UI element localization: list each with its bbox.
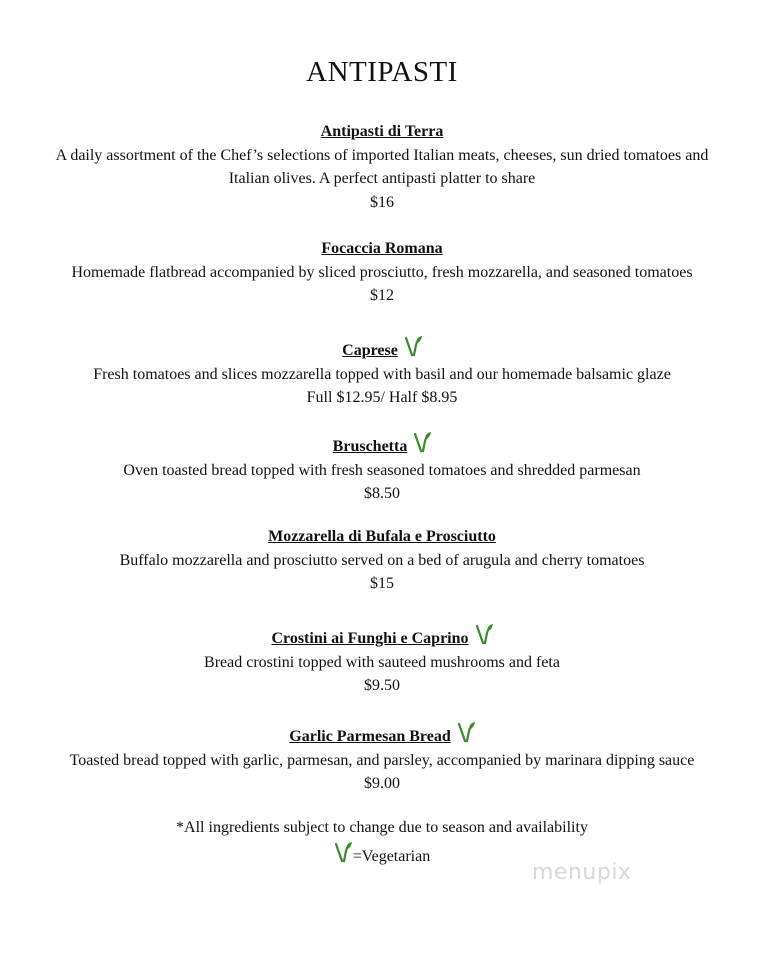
vegetarian-leaf-icon xyxy=(475,623,493,645)
menu-item xyxy=(0,335,764,410)
item-name-row xyxy=(0,237,764,261)
item-name-row xyxy=(0,525,764,549)
menu-item xyxy=(0,237,764,308)
item-description: Buffalo mozzarella and prosciutto served on a bed of arugula and cherry tomatoes xyxy=(119,551,645,569)
item-name: Mozzarella di Bufala e Prosciutto xyxy=(268,528,496,545)
item-description: Fresh tomatoes and slices mozzarella topped with basil and our homemade balsamic glaze xyxy=(93,365,671,383)
menupix-watermark: menupix xyxy=(532,860,632,885)
item-price: $9.00 xyxy=(364,775,400,792)
item-name: Caprese xyxy=(342,342,398,359)
vegetarian-leaf-icon xyxy=(404,335,422,357)
item-name: Garlic Parmesan Bread xyxy=(289,728,451,745)
item-name-row xyxy=(0,335,764,363)
vegetarian-leaf-icon xyxy=(457,721,475,743)
menu-item xyxy=(0,623,764,698)
vegetarian-leaf-icon xyxy=(413,431,431,453)
availability-note: *All ingredients subject to change due to season and availability xyxy=(176,819,588,836)
item-name-row xyxy=(0,721,764,749)
menu-item xyxy=(0,431,764,506)
section-title: ANTIPASTI xyxy=(306,56,458,88)
vegetarian-legend xyxy=(0,841,764,870)
item-description: Homemade flatbread accompanied by sliced prosciutto, fresh mozzarella, and seasoned tomatoes xyxy=(71,263,693,281)
item-price: $16 xyxy=(370,193,394,211)
item-name-row xyxy=(0,120,764,144)
item-name: Crostini ai Funghi e Caprino xyxy=(271,630,469,647)
item-description: Toasted bread topped with garlic, parmesan, and parsley, accompanied by marinara dipping sauce xyxy=(69,751,695,769)
item-price: $12 xyxy=(370,287,394,304)
menu-item xyxy=(0,525,764,596)
item-name-row xyxy=(0,431,764,459)
menu-footer xyxy=(0,815,764,870)
item-price: $15 xyxy=(370,575,394,592)
item-name: Focaccia Romana xyxy=(321,240,443,257)
menu-item xyxy=(0,721,764,796)
item-price: $8.50 xyxy=(364,485,400,502)
vegetarian-leaf-icon xyxy=(334,841,352,863)
item-name: Antipasti di Terra xyxy=(320,123,444,140)
legend-label: =Vegetarian xyxy=(352,848,431,865)
item-description: A daily assortment of the Chef’s selections of imported Italian meats, cheeses, sun dried tomatoes and xyxy=(55,146,709,164)
item-price: $9.50 xyxy=(364,677,400,694)
item-name: Bruschetta xyxy=(332,438,408,455)
item-price: Full $12.95/ Half $8.95 xyxy=(306,389,458,406)
menu-item xyxy=(0,120,764,214)
item-name-row xyxy=(0,623,764,651)
item-description: Bread crostini topped with sauteed mushrooms and feta xyxy=(204,653,560,671)
item-description: Italian olives. A perfect antipasti platter to share xyxy=(228,170,536,187)
item-description: Oven toasted bread topped with fresh seasoned tomatoes and shredded parmesan xyxy=(123,461,641,479)
